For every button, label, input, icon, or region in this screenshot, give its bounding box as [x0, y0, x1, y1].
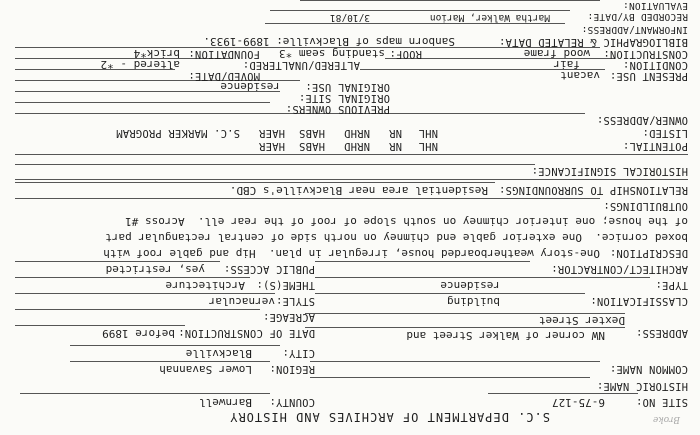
description-line-2: boxed cornice. One exterior gable end chimney on north side of central rectangular part — [105, 231, 688, 244]
listed-nr: NR — [388, 127, 402, 139]
informant-label: INFORMANT/ADDRESS: — [581, 24, 688, 35]
type-value: residence — [440, 279, 500, 292]
address-line-1: NW corner of Walker Street and — [406, 329, 605, 342]
city-label: CITY: — [282, 347, 315, 359]
date-of-construction-label: DATE OF CONSTRUCTION: — [178, 327, 315, 339]
original-use-label: ORIGINAL USE: — [305, 81, 390, 93]
informant-line — [265, 23, 565, 24]
description-line-1: One-story weatherboarded house, irregular in plan. Hip and gable roof with — [103, 247, 600, 260]
address-line-2: Dexter Street — [538, 314, 625, 327]
historical-significance-label: HISTORICAL SIGNIFICANCE: — [531, 165, 688, 177]
relationship-line — [15, 182, 495, 183]
site-no-label: SITE NO: — [635, 396, 688, 408]
present-use-value: vacant — [560, 69, 600, 82]
document-title: S.C. DEPARTMENT OF ARCHIVES AND HISTORY — [229, 410, 550, 424]
original-site-label: ORIGINAL SITE: — [298, 92, 390, 104]
moved-date-label: MOVED/DATE: — [188, 70, 260, 82]
classification-line — [315, 293, 585, 294]
address-line-rule-1 — [305, 327, 625, 328]
description-line-3: of the house; one interior chimney on south slope of roof of the rear ell. Across #1 — [125, 215, 688, 228]
present-use-label: PRESENT USE: — [609, 70, 688, 82]
construction-value: wood frame — [523, 47, 590, 60]
outbuildings-label: OUTBUILDINGS: — [603, 200, 688, 212]
region-line — [70, 361, 270, 362]
type-line — [315, 277, 650, 278]
listed-label: LISTED: — [642, 127, 688, 139]
previous-owners-label: PREVIOUS OWNERS: — [285, 103, 390, 115]
classification-label: CLASSIFICATION: — [590, 295, 688, 307]
style-line — [15, 293, 275, 294]
acreage-label: ACREAGE: — [262, 311, 315, 323]
listed-nrhd: NRHD — [343, 127, 370, 139]
type-label: TYPE: — [655, 279, 688, 291]
evaluation-label: EVALUATION: — [622, 0, 688, 11]
potential-nhl: NHL — [418, 140, 438, 152]
site-no-line — [488, 393, 638, 394]
historical-significance-line — [15, 164, 535, 165]
relationship-value: Residential area near Blackville's CBD. — [229, 184, 488, 197]
potential-label: POTENTIAL: — [622, 140, 688, 152]
evaluation-line — [300, 0, 600, 1]
owner-address-label: OWNER/ADDRESS: — [596, 114, 688, 126]
potential-habs: HABS — [298, 140, 325, 152]
recorded-by-label: RECORDED BY/DATE: — [587, 11, 688, 22]
architect-contractor-label: ARCHITECT/CONTRACTOR: — [551, 263, 688, 275]
foundation-value: brick*4 — [133, 47, 180, 60]
public-access-line — [15, 261, 220, 262]
potential-nr: NR — [388, 140, 402, 152]
city-value: Blackville — [185, 347, 252, 360]
region-label: REGION: — [269, 363, 315, 375]
description-label: DESCRIPTION: — [609, 247, 688, 259]
county-label: COUNTY: — [269, 396, 315, 408]
roof-value: standing seam *3 — [279, 47, 385, 60]
bibliographic-value: Sanborn maps of Blackville: 1899-1933. — [203, 35, 455, 48]
bibliographic-label: BIBLIOGRAPHIC & RELATED DATA: — [498, 36, 688, 48]
public-access-value: yes, restricted — [105, 263, 205, 276]
listed-habs: HABS — [298, 127, 325, 139]
altered-label: ALTERED/UNALTERED: — [242, 59, 360, 71]
original-use-value: residence — [220, 80, 280, 93]
roof-label: ROOF: — [389, 48, 422, 60]
condition-value: fair — [553, 58, 580, 71]
public-access-label: PUBLIC ACCESS: — [223, 263, 315, 275]
common-name-line — [310, 361, 600, 362]
site-no-value: 6-75-127 — [552, 396, 605, 409]
altered-value: altered - *2 — [100, 58, 180, 71]
previous-owners-line — [15, 102, 270, 103]
address-label: ADDRESS: — [635, 327, 688, 339]
themes-line — [15, 277, 250, 278]
historic-name-label: HISTORIC NAME: — [596, 380, 688, 392]
architect-contractor-line — [315, 261, 530, 262]
foundation-label: FOUNDATION: — [188, 48, 260, 60]
potential-haer: HAER — [258, 140, 285, 152]
recorded-date-value: 3/10/81 — [329, 12, 370, 23]
construction-label: CONSTRUCTION: — [603, 48, 688, 60]
outbuildings-line — [15, 198, 600, 199]
region-value: Lower Savannah — [159, 363, 252, 376]
potential-nrhd: NRHD — [343, 140, 370, 152]
style-label: STYLE: — [275, 295, 315, 307]
listed-marker-program: S.C. MARKER PROGRAM — [116, 127, 240, 139]
date-of-construction-line — [15, 325, 185, 326]
address-line-rule-2 — [305, 313, 625, 314]
historical-significance-line-2 — [15, 154, 688, 155]
historic-name-line — [310, 377, 590, 378]
relationship-label: RELATIONSHIP TO SURROUNDINGS: — [498, 184, 688, 196]
pencil-note: Broke — [652, 414, 680, 424]
recorded-by-line — [270, 10, 570, 11]
acreage-line — [15, 309, 260, 310]
common-name-label: COMMON NAME: — [609, 363, 688, 375]
recorded-by-value: Martha Walker, Marion — [429, 12, 550, 23]
city-line — [70, 345, 280, 346]
listed-nhl: NHL — [418, 127, 438, 139]
listed-haer: HAER — [258, 127, 285, 139]
condition-label: CONDITION: — [622, 59, 688, 71]
relationship-line-2 — [15, 179, 688, 180]
style-value: vernacular — [208, 295, 275, 308]
county-line — [20, 393, 270, 394]
themes-value: Architecture — [165, 279, 245, 292]
county-value: Barnwell — [199, 396, 252, 409]
themes-label: THEME(S): — [256, 279, 315, 291]
classification-value: building — [447, 295, 500, 308]
date-of-construction-value: before 1899 — [102, 327, 175, 340]
